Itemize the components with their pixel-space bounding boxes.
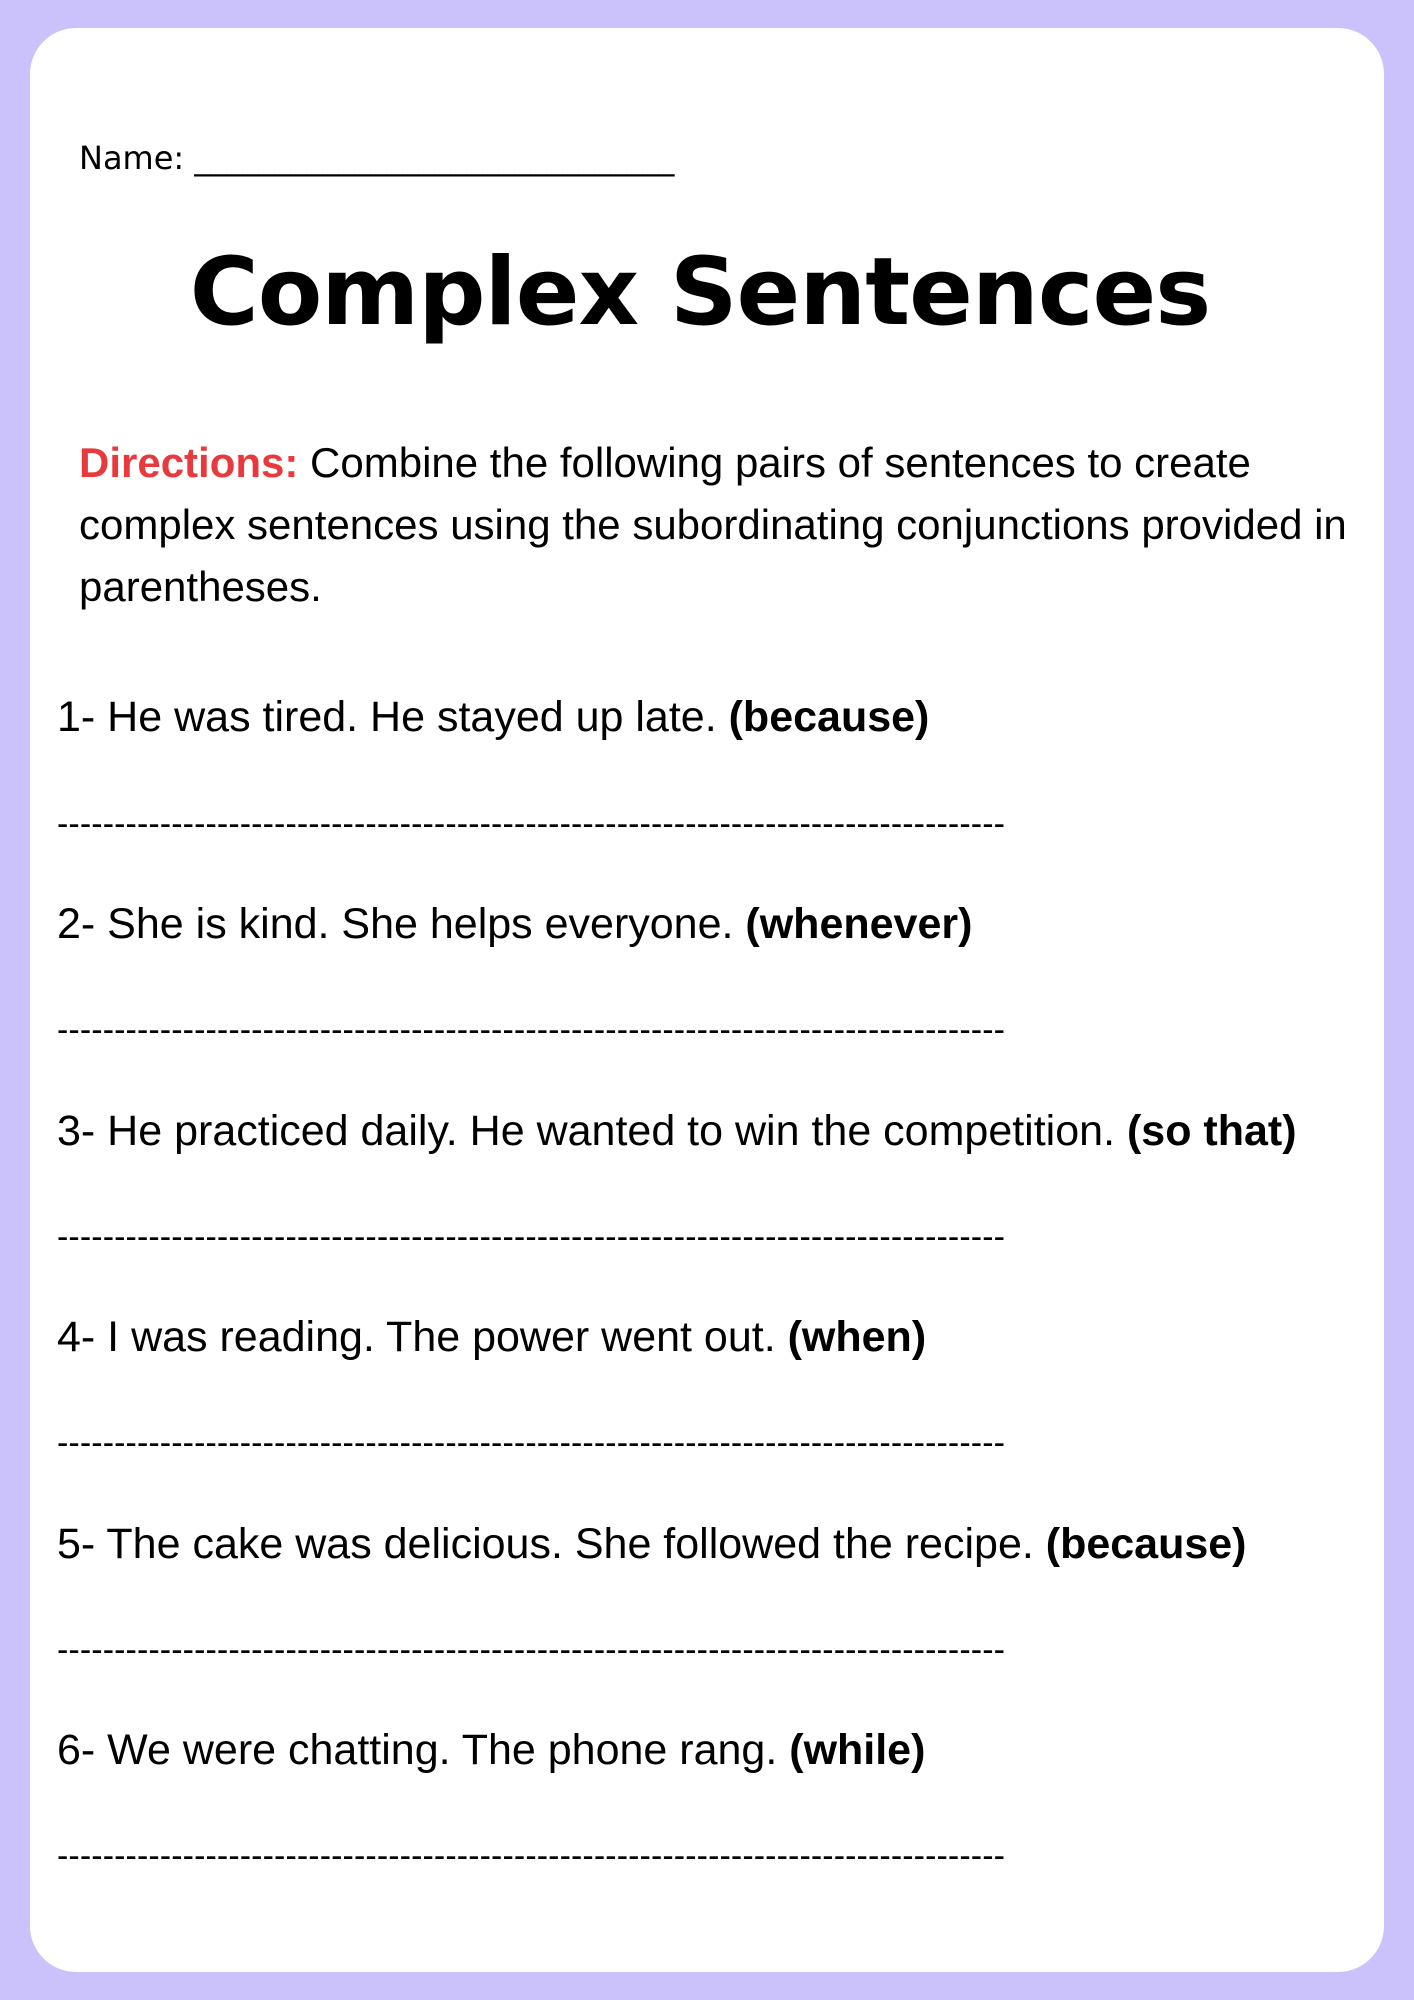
question-1: [57, 692, 929, 742]
answer-line-5[interactable]: -----------------------------------------------------------------------------------: [57, 1631, 1006, 1669]
question-2: [57, 899, 972, 949]
question-6: [57, 1725, 925, 1775]
conjunction-hint: (whenever): [745, 900, 973, 948]
conjunction-hint: (because): [1045, 1520, 1247, 1568]
question-text: 3- He practiced daily. He wanted to win the competition.: [57, 1107, 1127, 1155]
answer-line-1[interactable]: -----------------------------------------------------------------------------------: [57, 805, 1006, 843]
question-5: [57, 1519, 1247, 1569]
answer-line-3[interactable]: -----------------------------------------------------------------------------------: [57, 1218, 1006, 1256]
directions: [79, 432, 1359, 618]
question-text: 1- He was tired. He stayed up late.: [57, 693, 729, 741]
conjunction-hint: (because): [728, 693, 930, 741]
directions-label: Directions:: [79, 439, 299, 486]
conjunction-hint: (when): [787, 1313, 927, 1361]
directions-text: Combine the following pairs of sentences to create complex sentences using the subordinating conjunctions provided in parentheses.: [79, 439, 1347, 610]
name-field[interactable]: Name: ______________________________: [79, 139, 675, 177]
question-text: 4- I was reading. The power went out.: [57, 1313, 788, 1361]
conjunction-hint: (while): [789, 1726, 926, 1774]
page-title: Complex Sentences: [189, 238, 1211, 347]
question-text: 2- She is kind. She helps everyone.: [57, 900, 746, 948]
answer-line-6[interactable]: -----------------------------------------------------------------------------------: [57, 1837, 1006, 1875]
answer-line-4[interactable]: -----------------------------------------------------------------------------------: [57, 1424, 1006, 1462]
conjunction-hint: (so that): [1126, 1107, 1297, 1155]
question-4: [57, 1312, 926, 1362]
answer-line-2[interactable]: -----------------------------------------------------------------------------------: [57, 1011, 1006, 1049]
question-text: 5- The cake was delicious. She followed the recipe.: [57, 1520, 1046, 1568]
question-3: [57, 1106, 1297, 1156]
question-text: 6- We were chatting. The phone rang.: [57, 1726, 790, 1774]
